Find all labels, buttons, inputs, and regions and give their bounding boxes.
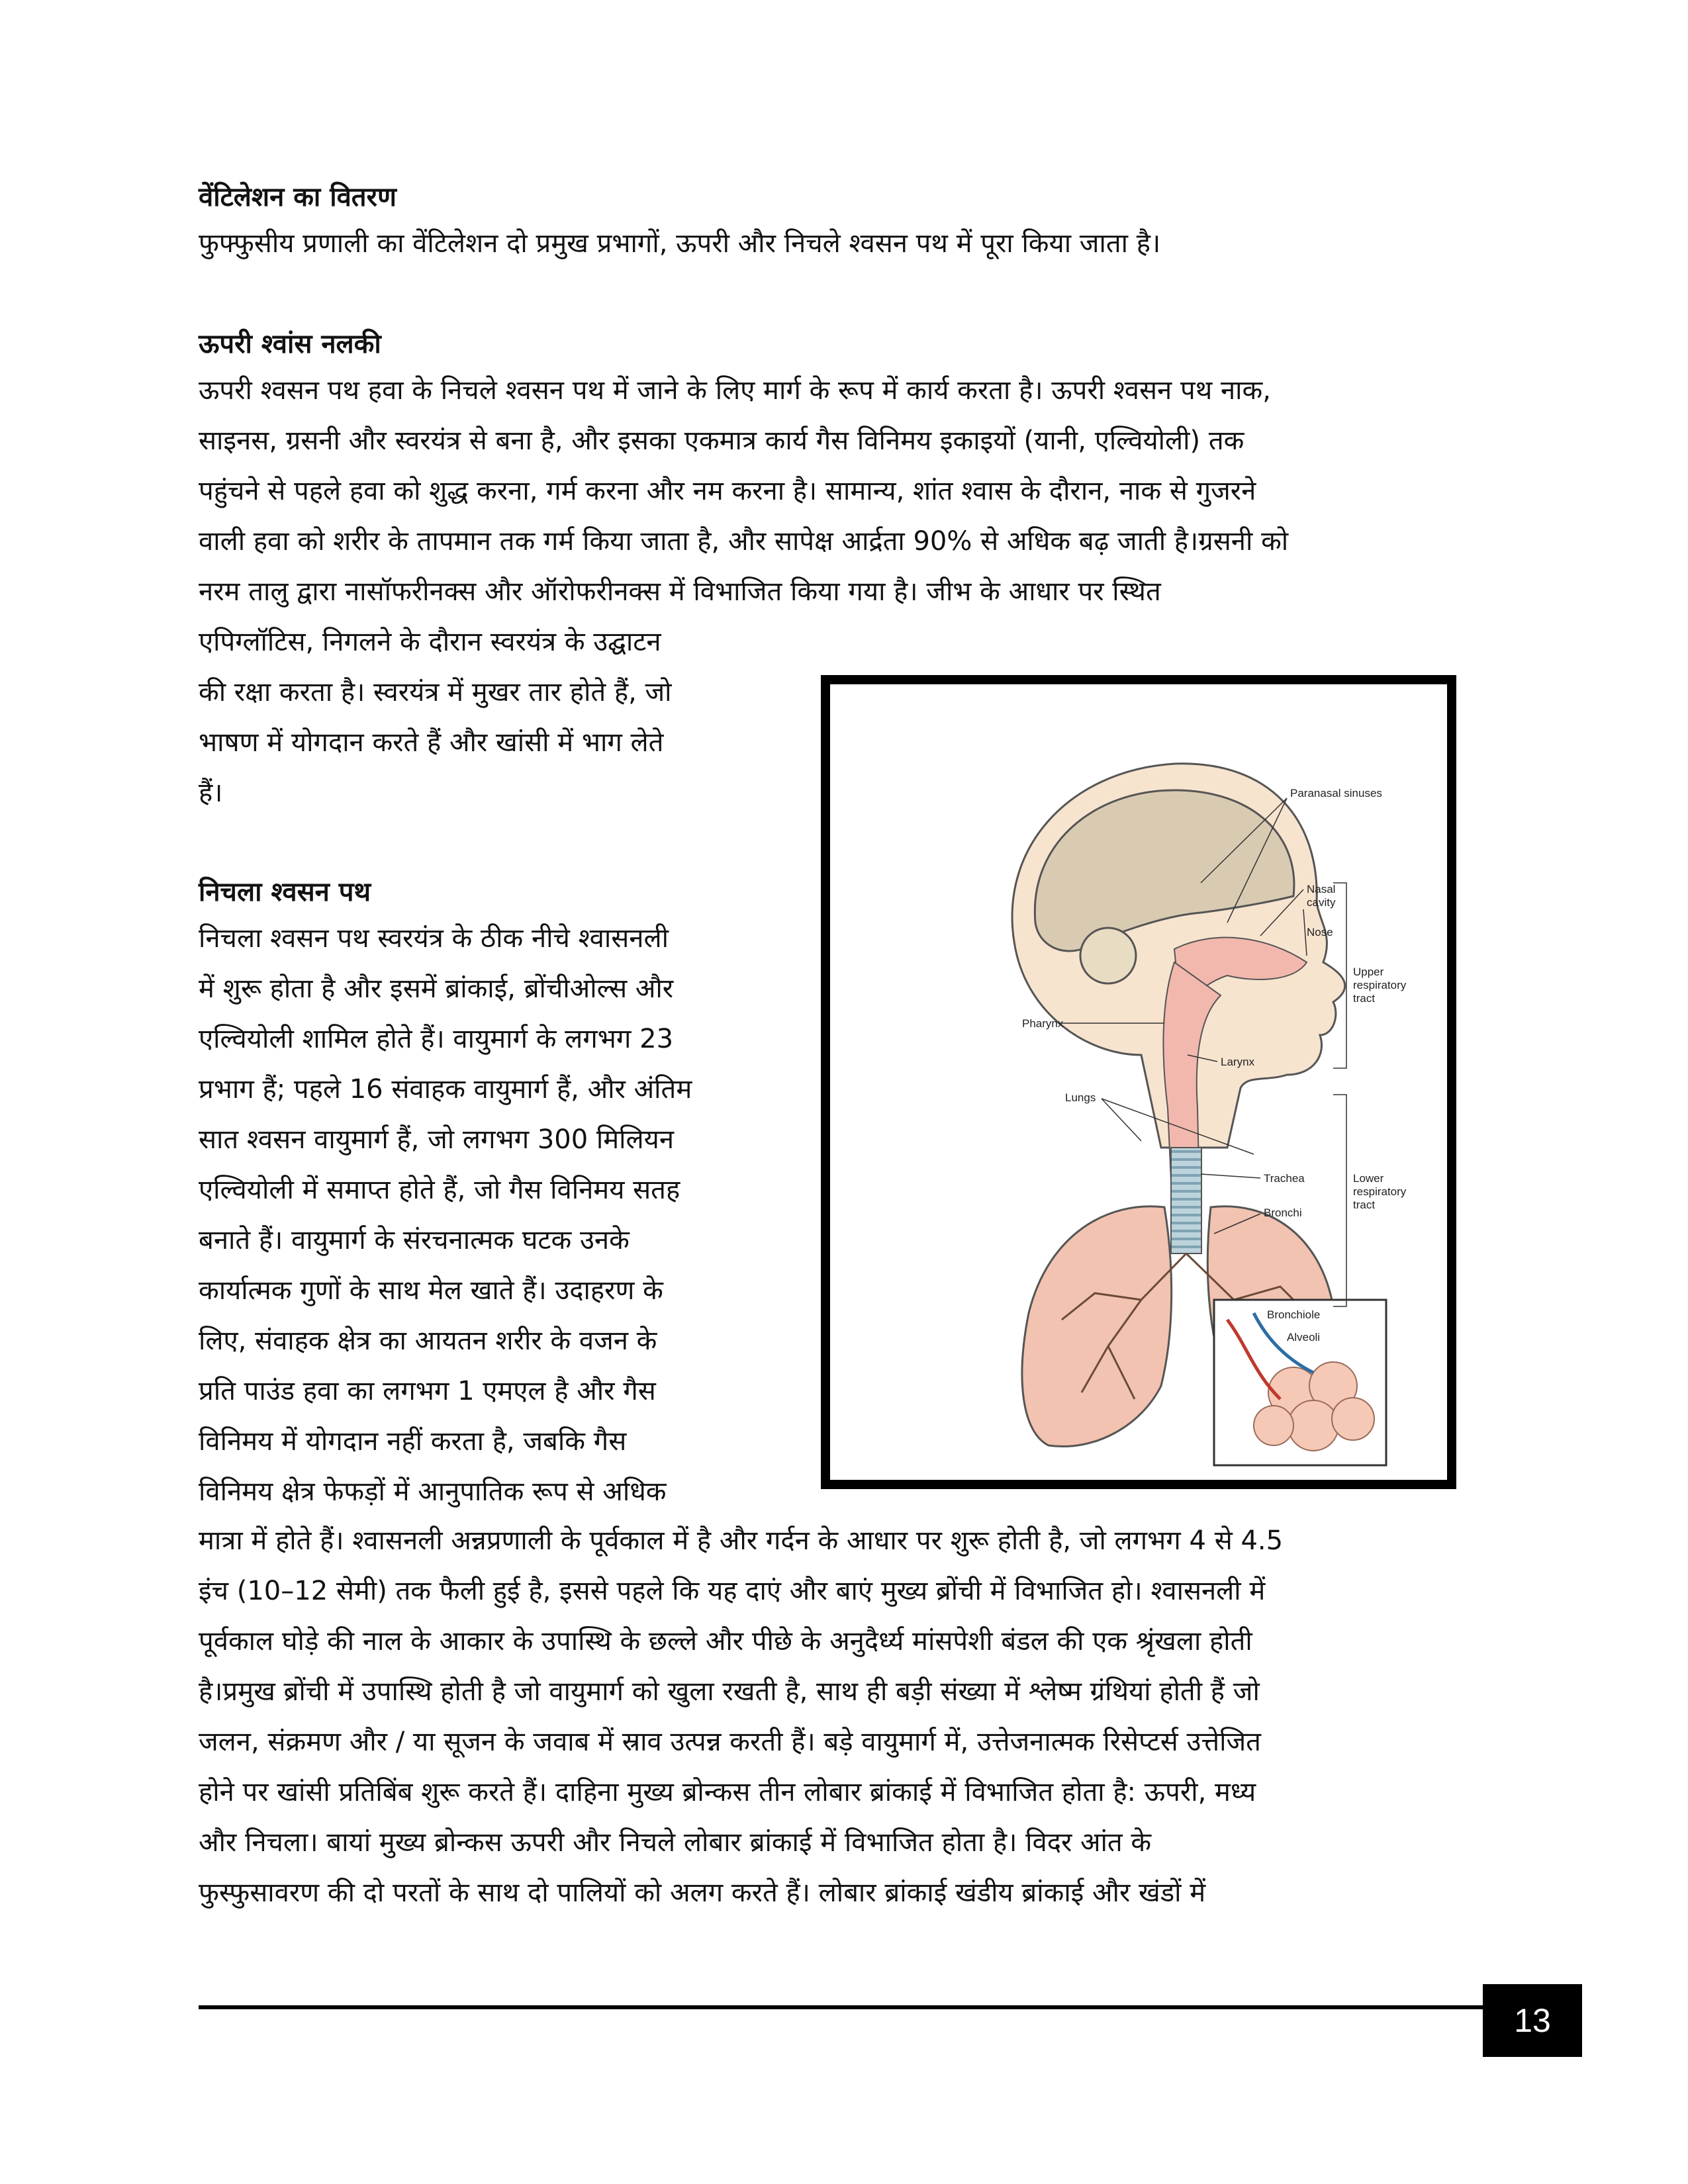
label-lower-tract-3: tract [1353,1199,1376,1211]
section-ventilation [199,176,1496,269]
paragraph-line: बनाते हैं। वायुमार्ग के संरचनात्मक घटक उनके [199,1225,630,1255]
paragraph-line: निचला श्वसन पथ स्वरयंत्र के ठीक नीचे श्वासनली [199,923,669,954]
paragraph-line: हैं। [199,778,223,808]
label-upper-tract-1: Upper [1353,966,1384,978]
paragraph-line: मात्रा में होते हैं। श्वासनली अन्नप्रणाली के पूर्वकाल में है और गर्दन के आधार पर शुरू होती है, जो लगभग 4 से 4.5 [199,1525,1284,1556]
paragraph-line: होने पर खांसी प्रतिबिंब शुरू करते हैं। दाहिना मुख्य ब्रोन्कस तीन लोबार ब्रांकाई में विभाजित होता है: ऊपरी, मध्य [199,1777,1256,1807]
paragraph-line: कार्यात्मक गुणों के साथ मेल खाते हैं। उदाहरण के [199,1275,663,1306]
respiratory-tract-figure [821,675,1456,1489]
paragraph-line: एपिग्लॉटिस, निगलने के दौरान स्वरयंत्र के उद्घाटन [199,627,661,657]
label-trachea: Trachea [1264,1172,1305,1185]
paragraph-line: प्रति पाउंड हवा का लगभग 1 एमएल है और गैस [199,1376,656,1406]
paragraph-line: लिए, संवाहक क्षेत्र का आयतन शरीर के वजन के [199,1326,657,1356]
paragraph-line: साइनस, ग्रसनी और स्वरयंत्र से बना है, और इसका एकमात्र कार्य गैस विनिमय इकाइयों (यानी, एल्वियोली) तक [199,426,1244,456]
label-lower-tract-2: respiratory [1353,1185,1407,1198]
label-lower-tract-1: Lower [1353,1172,1384,1185]
label-nasal-cavity-2: cavity [1307,896,1336,909]
label-upper-tract-3: tract [1353,992,1376,1005]
label-paranasal-sinuses: Paranasal sinuses [1290,787,1382,799]
label-nasal-cavity-1: Nasal [1307,883,1336,895]
trachea-rings [1171,1148,1201,1253]
paragraph-line: नरम तालु द्वारा नासॉफरीनक्स और ऑरोफरीनक्स में विभाजित किया गया है। जीभ के आधार पर स्थित [199,576,1161,607]
paragraph-line: सात श्वसन वायुमार्ग हैं, जो लगभग 300 मिलियन [199,1124,675,1155]
section-upper-tract-narrow [199,617,781,818]
paragraph-line: विनिमय क्षेत्र फेफड़ों में आनुपातिक रूप से अधिक [199,1477,667,1507]
paragraph-line: और निचला। बायां मुख्य ब्रोन्कस ऊपरी और निचले लोबार ब्रांकाई में विभाजित होता है। विदर आंत के [199,1827,1152,1858]
label-larynx: Larynx [1221,1056,1255,1068]
paragraph-line: एल्वियोली में समाप्त होते हैं, जो गैस विनिमय सतह [199,1175,680,1205]
label-pharynx: Pharynx [1022,1017,1064,1030]
paragraph-line: पूर्वकाल घोड़े की नाल के आकार के उपास्थि के छल्ले और पीछे के अनुदैर्ध्य मांसपेशी बंडल की एक श्रृंखला होती [199,1626,1252,1657]
footer-rule [199,2005,1496,2009]
heading-upper-tract: ऊपरी श्वांस नलकी [199,329,381,359]
paragraph-line: है।प्रमुख ब्रोंची में उपास्थि होती है जो वायुमार्ग को खुला रखती है, साथ ही बड़ी संख्या में श्लेष्म ग्रंथियां होती हैं जो [199,1676,1260,1707]
heading-ventilation: वेंटिलेशन का वितरण [199,182,397,212]
section-upper-tract [199,323,1496,617]
paragraph-line: जलन, संक्रमण और / या सूजन के जवाब में स्राव उत्पन्न करती हैं। बड़े वायुमार्ग में, उत्तेजनात्मक रिसेप्टर्स उत्तेजित [199,1727,1261,1757]
label-bronchiole: Bronchiole [1267,1308,1321,1321]
right-lung [1022,1206,1172,1447]
paragraph-line: विनिमय में योगदान नहीं करता है, जबकि गैस [199,1426,627,1457]
page-number: 13 [1483,1984,1582,2057]
label-upper-tract-2: respiratory [1353,979,1407,991]
paragraph-line: इंच (10–12 सेमी) तक फैली हुई है, इससे पहले कि यह दाएं और बाएं मुख्य ब्रोंची में विभाजित हो। श्वासनली में [199,1576,1266,1606]
paragraph-line: वाली हवा को शरीर के तापमान तक गर्म किया जाता है, और सापेक्ष आर्द्रता 90% से अधिक बढ़ जाती है।ग्रसनी को [199,526,1289,557]
cerebellum [1080,928,1136,983]
paragraph-line: की रक्षा करता है। स्वरयंत्र में मुखर तार होते हैं, जो [199,677,672,707]
heading-lower-tract: निचला श्वसन पथ [199,877,371,907]
label-lungs: Lungs [1065,1091,1096,1104]
paragraph-line: पहुंचने से पहले हवा को शुद्ध करना, गर्म करना और नम करना है। सामान्य, शांत श्वास के दौरान, नाक से गुजरने [199,476,1256,506]
label-bronchi: Bronchi [1264,1206,1302,1219]
paragraph-line: ऊपरी श्वसन पथ हवा के निचले श्वसन पथ में जाने के लिए मार्ग के रूप में कार्य करता है। ऊपरी श्वसन पथ नाक, [199,375,1271,406]
label-nose: Nose [1307,926,1333,938]
paragraph-line: भाषण में योगदान करते हैं और खांसी में भाग लेते [199,727,664,758]
paragraph-line: एल्वियोली शामिल होते हैं। वायुमार्ग के लगभग 23 [199,1024,674,1054]
section-lower-tract [199,871,781,1517]
paragraph-line: प्रभाग हैं; पहले 16 संवाहक वायुमार्ग हैं, और अंतिम [199,1074,692,1105]
section-lower-tract-wide [199,1516,1496,1918]
paragraph-line: फुस्फुसावरण की दो परतों के साथ दो पालियों को अलग करते हैं। लोबार ब्रांकाई खंडीय ब्रांकाई और खंडों में [199,1878,1206,1908]
paragraph-line: फुफ्फुसीय प्रणाली का वेंटिलेशन दो प्रमुख प्रभागों, ऊपरी और निचले श्वसन पथ में पूरा किया जाता है। [199,228,1161,259]
label-alveoli: Alveoli [1287,1331,1321,1343]
paragraph-line: में शुरू होता है और इसमें ब्रांकाई, ब्रोंचीओल्स और [199,974,674,1004]
anatomy-illustration [830,684,1447,1480]
